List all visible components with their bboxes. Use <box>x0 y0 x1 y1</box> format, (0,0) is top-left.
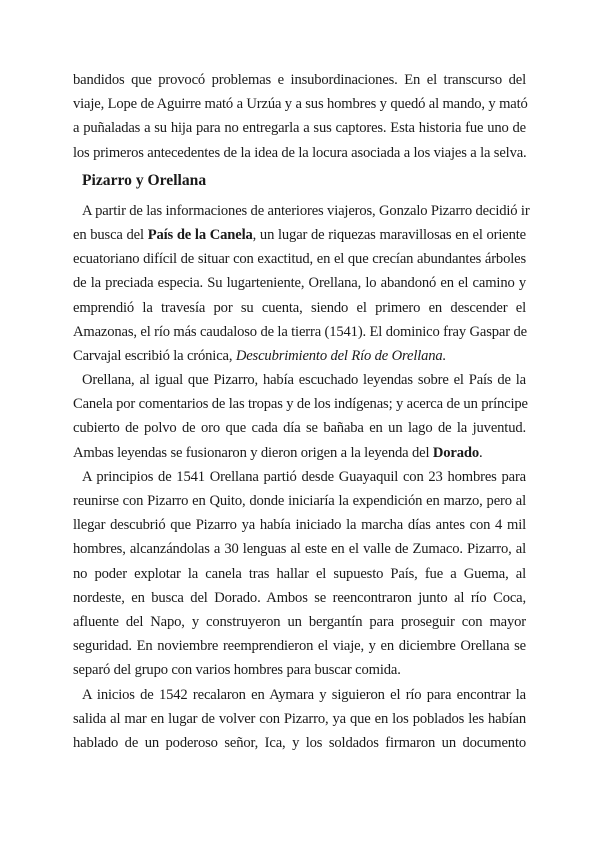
text-run: . <box>479 444 483 461</box>
text-line: afluente del Napo, y construyeron un bergantín para proseguir con mayor <box>73 613 526 630</box>
text-line: salida al mar en lugar de volver con Pizarro, ya que en los poblados les habían <box>73 710 526 727</box>
text-line: A inicios de 1542 recalaron en Aymara y siguieron el río para encontrar la <box>82 686 526 703</box>
text-line: hombres, alcanzándolas a 30 lenguas al este en el valle de Zumaco. Pizarro, al <box>73 541 526 558</box>
text-line: A principios de 1541 Orellana partió desde Guayaquil con 23 hombres para <box>82 468 526 485</box>
text-line: cubierto de polvo de oro que cada día se bañaba en un lago de la juventud. <box>73 420 526 437</box>
text-run: Carvajal escribió la crónica, <box>73 347 236 364</box>
text-run: , un lugar de riquezas maravillosas en el oriente <box>252 226 526 243</box>
text-line: nordeste, en busca del Dorado. Ambos se reencontraron junto al río Coca, <box>73 589 526 606</box>
text-line: a puñaladas a su hija para no entregarla a sus captores. Esta historia fue uno de <box>73 120 526 137</box>
paragraph-expedicion <box>73 465 526 683</box>
paragraph-leyendas <box>73 368 526 465</box>
text-run: en busca del <box>73 226 148 243</box>
text-line: no poder explotar la canela tras hallar el supuesto País, fue a Guema, al <box>73 565 526 582</box>
text-line: llegar descubrió que Pizarro ya había iniciado la marcha días antes con 4 mil <box>73 517 526 534</box>
intro-paragraph <box>73 68 526 165</box>
text-line: reunirse con Pizarro en Quito, donde iniciaría la expendición en marzo, pero al <box>73 493 526 509</box>
text-line: hablado de un poderoso señor, Ica, y los soldados firmaron un documento <box>73 734 526 751</box>
paragraph-aymara <box>73 683 526 756</box>
text-line: seguridad. En noviembre reemprendieron el viaje, y en diciembre Orellana se <box>73 638 526 655</box>
text-line: A partir de las informaciones de anteriores viajeros, Gonzalo Pizarro decidió ir <box>82 202 530 219</box>
bold-term-dorado: Dorado <box>432 444 480 461</box>
document-page <box>73 68 530 755</box>
text-line: Amazonas, el río más caudaloso de la tierra (1541). El dominico fray Gaspar de <box>73 323 527 340</box>
italic-title-cronica: Descubrimiento del Río de Orellana. <box>235 347 447 364</box>
text-line: Orellana, al igual que Pizarro, había escuchado leyendas sobre el País de la <box>82 372 526 389</box>
text-run: Ambas leyendas se fusionaron y dieron origen a la leyenda del <box>73 444 433 461</box>
text-line: Canela por comentarios de las tropas y de los indígenas; y acerca de un príncipe <box>73 396 528 413</box>
section-heading: Pizarro y Orellana <box>82 171 207 189</box>
text-line <box>73 223 526 247</box>
text-line: bandidos que provocó problemas e insubordinaciones. En el transcurso del <box>73 72 526 88</box>
paragraph-pais-canela <box>73 199 530 368</box>
text-line: emprendió la travesía por su cuenta, siendo el primero en descender el <box>73 299 526 316</box>
text-line: separó del grupo con varios hombres para buscar comida. <box>73 662 401 679</box>
bold-term-pais-canela: País de la Canela <box>147 226 253 243</box>
text-line: de la preciada especia. Su lugarteniente, Orellana, lo abandonó en el camino y <box>73 275 526 292</box>
text-line: ecuatoriano difícil de situar con exactitud, en el que crecían abundantes árboles <box>73 251 526 268</box>
text-line: viaje, Lope de Aguirre mató a Urzúa y a sus hombres y quedó al mando, y mató <box>73 96 528 113</box>
text-line <box>73 441 526 465</box>
text-line <box>73 344 526 368</box>
text-line: los primeros antecedentes de la idea de la locura asociada a los viajes a la selva. <box>73 144 527 161</box>
